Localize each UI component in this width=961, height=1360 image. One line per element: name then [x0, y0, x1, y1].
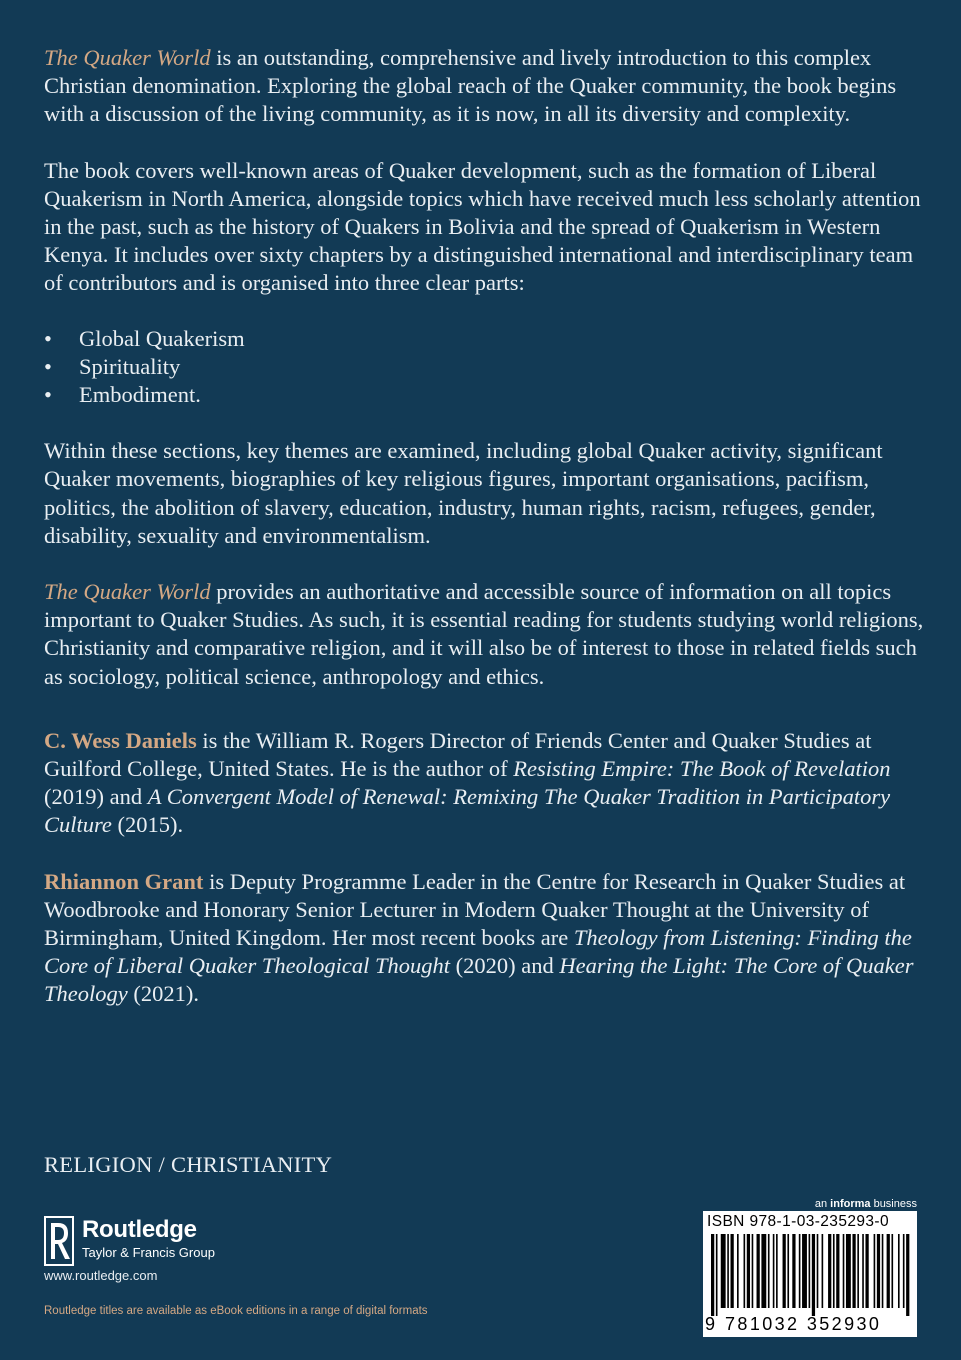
blurb-paragraph-4	[44, 578, 924, 691]
list-item-text: Embodiment.	[79, 382, 201, 408]
barcode-lead-digit: 9	[705, 1314, 718, 1334]
bio-text: (2015).	[111, 812, 184, 838]
subject-category: RELIGION / CHRISTIANITY	[44, 1152, 333, 1177]
barcode-bar	[862, 1234, 864, 1308]
list-item-text: Spirituality	[79, 353, 181, 379]
barcode-bar	[757, 1234, 760, 1308]
blurb-paragraph-1	[44, 44, 924, 129]
barcode-bar	[711, 1234, 714, 1316]
barcode-bar	[792, 1234, 795, 1308]
list-item	[44, 325, 924, 353]
author-name: Rhiannon Grant	[44, 868, 204, 894]
bullet-icon: •	[44, 353, 52, 379]
barcode-bar	[822, 1234, 824, 1308]
publisher-name: Routledge	[82, 1216, 197, 1243]
blurb-paragraph-2: The book covers well-known areas of Quaker development, such as the formation of Liberal Quakerism in North America, alongside topics which have received much less scholarly attention in the past, such as the history of Quakers in Bolivia and the spread of Quakerism in Western Kenya. It includes over sixty chapters by a distinguished international and interdisciplinary team of contributors and is organised into three clear parts:	[44, 157, 921, 296]
publisher-website: www.routledge.com	[44, 1268, 158, 1283]
barcode-bar	[846, 1234, 851, 1308]
informa-suffix: business	[870, 1198, 917, 1210]
author-bio-1	[44, 727, 924, 840]
list-item	[44, 381, 924, 409]
barcode-bar	[857, 1234, 859, 1308]
barcode-bar	[761, 1234, 766, 1308]
publisher-logo	[44, 1216, 244, 1266]
blurb-paragraph-3: Within these sections, key themes are examined, including global Quaker activity, significant Quaker movements, biographies of key religious figures, important organisations, pacifism, politics, the abolition of slavery, education, industry, human rights, racism, refugees, gender, disability, sexuality and environmentalism.	[44, 438, 883, 548]
book-title: The Quaker World	[44, 45, 211, 70]
barcode-bar	[747, 1234, 750, 1308]
book-title: The Quaker World	[44, 579, 211, 605]
barcode-bar	[716, 1234, 718, 1316]
isbn-barcode	[703, 1211, 917, 1337]
barcode-bar	[773, 1234, 775, 1308]
barcode-bar	[721, 1234, 726, 1308]
informa-prefix: an	[814, 1198, 831, 1210]
barcode-bar	[843, 1234, 845, 1308]
barcode-bar	[809, 1234, 811, 1308]
barcode-bar	[836, 1234, 839, 1308]
barcode-bar	[727, 1234, 729, 1308]
barcode-bar	[731, 1234, 734, 1308]
bullet-icon: •	[44, 325, 52, 351]
barcode-bar	[812, 1234, 815, 1316]
barcode-bar	[802, 1234, 807, 1308]
barcode-bar	[874, 1234, 876, 1308]
barcode-bar	[828, 1234, 831, 1308]
author-name: C. Wess Daniels	[44, 727, 197, 753]
barcode-bar	[817, 1234, 819, 1308]
book-reference: Theology from Listening: Finding the Core of Liberal Quaker Theological Thought	[44, 925, 912, 979]
book-reference: A Convergent Model of Renewal: Remixing The Quaker Tradition in Participatory Culture	[44, 784, 891, 838]
barcode-bars-icon	[711, 1234, 911, 1316]
bio-text: (2020) and	[450, 953, 560, 979]
informa-brand: informa	[830, 1198, 871, 1210]
barcode-bar	[744, 1234, 746, 1308]
publisher-group: Taylor & Francis Group	[82, 1245, 215, 1260]
book-reference: Resisting Empire: The Book of Revelation	[513, 756, 891, 782]
barcode-digits: 781032 352930	[725, 1314, 882, 1334]
barcode-bar	[783, 1234, 786, 1308]
informa-tagline	[815, 1198, 917, 1210]
ebook-note: Routledge titles are available as eBook editions in a range of digital formats	[44, 1305, 428, 1317]
list-item-text: Global Quakerism	[79, 325, 245, 351]
barcode-bar	[737, 1234, 739, 1308]
barcode-bar	[787, 1234, 789, 1308]
barcode-bar	[903, 1234, 905, 1308]
blurb-text: is an outstanding, comprehensive and lively introduction to this complex Christian denomination. Exploring the global reach of the Quaker community, the book begins with a discussion of the living community, as it is now, in all its diversity and complexity.	[44, 45, 897, 127]
barcode-bar	[865, 1234, 868, 1308]
barcode-bar	[752, 1234, 754, 1308]
bullet-icon: •	[44, 382, 52, 408]
barcode-bar	[891, 1234, 893, 1308]
barcode-bar	[768, 1234, 770, 1308]
bio-text: (2021).	[127, 981, 199, 1007]
barcode-bar	[898, 1234, 900, 1308]
barcode-bar	[852, 1234, 855, 1308]
barcode-bar	[776, 1234, 778, 1308]
barcode-bar	[833, 1234, 835, 1308]
list-item	[44, 353, 924, 381]
book-reference: Hearing the Light: The Core of Quaker Theology	[44, 953, 914, 1007]
bio-text: is Deputy Programme Leader in the Centre for Research in Quaker Studies at Woodbrooke and Honorary Senior Lecturer in Modern Quaker Thought at the University of Birmingham, United Kingdom. Her most recent books are	[44, 868, 906, 951]
author-bio-2	[44, 868, 924, 1009]
barcode-bar	[877, 1234, 880, 1308]
bio-text: (2019) and	[44, 784, 148, 810]
barcode-bar	[906, 1234, 909, 1316]
back-cover-text	[44, 44, 924, 1009]
blurb-text: provides an authoritative and accessible source of information on all topics important to Quaker Studies. As such, it is essential reading for students studying world religions, Christianity and comparative religion, and it will also be of interest to those in related fields such as sociology, political science, anthropology and ethics.	[44, 579, 924, 689]
bio-text: is the William R. Rogers Director of Friends Center and Quaker Studies at Guilford College, United States. He is the author of	[44, 727, 872, 782]
parts-list	[44, 325, 924, 410]
isbn-label: ISBN 978-1-03-235293-0	[707, 1213, 889, 1230]
barcode-bar	[799, 1234, 801, 1308]
barcode-bar	[882, 1234, 884, 1308]
barcode-bar	[887, 1234, 890, 1308]
routledge-logo-icon	[44, 1216, 74, 1266]
